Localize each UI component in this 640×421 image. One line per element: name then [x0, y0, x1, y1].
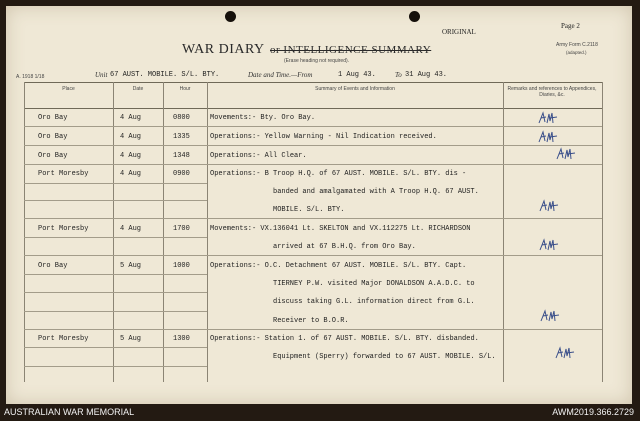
entry-place: Oro Bay	[38, 152, 68, 160]
handwritten-initials-icon	[538, 111, 558, 125]
row-divider	[24, 311, 207, 312]
entry-hour: 0800	[173, 114, 190, 122]
entry-place: Oro Bay	[38, 262, 68, 270]
handwritten-initials-icon	[556, 147, 576, 161]
row-divider	[24, 329, 602, 330]
entry-summary-line: Receiver to B.O.R.	[273, 317, 349, 325]
table-left-border	[24, 82, 25, 382]
page-number: Page 2	[561, 22, 580, 30]
column-header-hour: Hour	[179, 86, 191, 92]
footer-institution: AUSTRALIAN WAR MEMORIAL	[4, 407, 135, 417]
entry-summary-line: Operations:- Yellow Warning - Nil Indication received.	[210, 133, 437, 141]
army-form-label: Army Form C.2118	[556, 42, 598, 48]
row-divider	[24, 126, 602, 127]
row-divider	[24, 145, 602, 146]
entry-hour: 1000	[173, 262, 190, 270]
form-code: A. 1918 1/18	[16, 74, 45, 80]
table-top-border	[24, 82, 602, 83]
entry-date: 5 Aug	[120, 335, 142, 343]
handwritten-initials-icon	[540, 309, 560, 323]
entry-place: Port Moresby	[38, 170, 89, 178]
entry-date: 4 Aug	[120, 133, 142, 141]
entry-date: 5 Aug	[120, 262, 142, 270]
column-divider	[163, 82, 164, 382]
punch-hole	[225, 11, 236, 22]
column-header-date: Date	[132, 86, 144, 92]
column-header-place: Place	[62, 86, 75, 92]
row-divider	[24, 218, 602, 219]
row-divider	[24, 292, 207, 293]
entry-hour: 1348	[173, 152, 190, 160]
adapted-label: (adapted.)	[566, 50, 587, 55]
footer-accession-number: AWM2019.366.2729	[552, 407, 634, 417]
date-from: 1 Aug 43.	[338, 71, 376, 79]
column-divider	[207, 82, 208, 382]
row-divider	[24, 183, 207, 184]
table-right-border	[602, 82, 603, 382]
unit-value: 67 AUST. MOBILE. S/L. BTY.	[110, 71, 220, 79]
punch-hole	[409, 11, 420, 22]
entry-place: Port Moresby	[38, 225, 89, 233]
entry-place: Oro Bay	[38, 114, 68, 122]
date-to-label: To	[395, 71, 402, 79]
entry-date: 4 Aug	[120, 114, 142, 122]
erase-note: (Erase heading not required).	[284, 58, 350, 64]
entry-summary-line: Operations:- Station 1. of 67 AUST. MOBILE. S/L. BTY. disbanded.	[210, 335, 479, 343]
entry-summary-line: banded and amalgamated with A Troop H.Q. 67 AUST.	[273, 188, 479, 196]
handwritten-initials-icon	[539, 199, 559, 213]
handwritten-initials-icon	[539, 238, 559, 252]
column-divider	[113, 82, 114, 382]
entry-hour: 1335	[173, 133, 190, 141]
entry-summary-line: Operations:- B Troop H.Q. of 67 AUST. MOBILE. S/L. BTY. dis -	[210, 170, 467, 178]
entry-summary-line: Movements:- Bty. Oro Bay.	[210, 114, 316, 122]
entry-summary-line: Operations:- All Clear.	[210, 152, 307, 160]
row-divider	[24, 237, 207, 238]
entry-summary-line: MOBILE. S/L. BTY.	[273, 206, 345, 214]
entry-summary-line: discuss taking G.L. information direct from G.L.	[273, 298, 475, 306]
entry-summary-line: arrived at 67 B.H.Q. from Oro Bay.	[273, 243, 416, 251]
entry-summary-line: TIERNEY P.W. visited Major DONALDSON A.A.D.C. to	[273, 280, 475, 288]
handwritten-initials-icon	[555, 346, 575, 360]
row-divider	[24, 200, 207, 201]
column-divider	[503, 82, 504, 382]
original-stamp: ORIGINAL	[442, 28, 476, 36]
row-divider	[24, 347, 207, 348]
column-header-remarks: Remarks and references to Appendices, Diaries, &c.	[507, 86, 597, 98]
unit-label: Unit	[95, 71, 108, 79]
entry-hour: 1700	[173, 225, 190, 233]
entry-place: Port Moresby	[38, 335, 89, 343]
date-to: 31 Aug 43.	[405, 71, 448, 79]
table-header-border	[24, 108, 602, 109]
entry-date: 4 Aug	[120, 170, 142, 178]
row-divider	[24, 255, 602, 256]
entry-summary-line: Operations:- O.C. Detachment 67 AUST. MOBILE. S/L. BTY. Capt.	[210, 262, 467, 270]
war-diary-title: WAR DIARY	[182, 42, 265, 57]
entry-place: Oro Bay	[38, 133, 68, 141]
row-divider	[24, 274, 207, 275]
column-header-summary: Summary of Events and Information	[315, 86, 395, 92]
intelligence-summary-struck: or INTELLIGENCE SUMMARY	[270, 44, 432, 56]
row-divider	[24, 366, 207, 367]
date-time-label: Date and Time.—From	[248, 71, 313, 79]
entry-date: 4 Aug	[120, 225, 142, 233]
entry-hour: 0900	[173, 170, 190, 178]
entry-hour: 1300	[173, 335, 190, 343]
entry-summary-line: Movements:- VX.136041 Lt. SKELTON and VX.112275 Lt. RICHARDSON	[210, 225, 471, 233]
entry-summary-line: Equipment (Sperry) forwarded to 67 AUST. MOBILE. S/L.	[273, 353, 496, 361]
handwritten-initials-icon	[538, 130, 558, 144]
entry-date: 4 Aug	[120, 152, 142, 160]
row-divider	[24, 164, 602, 165]
